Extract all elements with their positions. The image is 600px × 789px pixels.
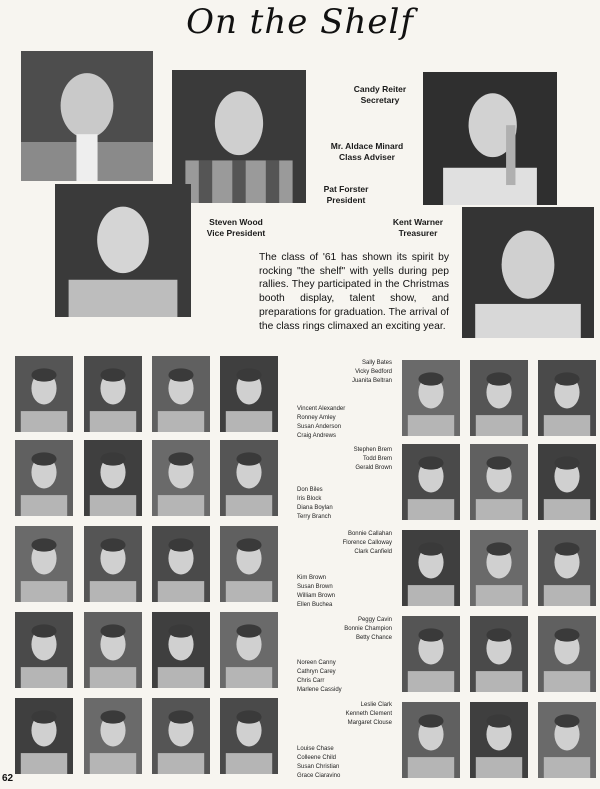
page-number: 62 [2, 773, 14, 784]
student-photo [15, 356, 73, 432]
student-name: Grace Ciaravino [297, 773, 341, 779]
caption-president [312, 184, 380, 206]
student-name: Florence Calloway [342, 540, 392, 546]
student-name: Kim Brown [297, 575, 327, 581]
student-name: Ronney Amley [297, 415, 336, 421]
name-list-left-2 [297, 486, 333, 522]
student-photo [402, 616, 460, 692]
caption-secretary [340, 84, 420, 106]
student-name: Susan Anderson [297, 424, 342, 430]
student-photo [402, 444, 460, 520]
student-photo [84, 698, 142, 774]
student-photo [470, 530, 528, 606]
student-name: Margaret Clouse [347, 720, 392, 726]
student-photo [84, 440, 142, 516]
secretary-role: Secretary [360, 95, 400, 105]
student-name: Stephen Brem [353, 447, 392, 453]
student-name: Craig Andrews [297, 433, 337, 439]
student-photo [402, 360, 460, 436]
student-photo [152, 698, 210, 774]
student-photo [470, 702, 528, 778]
student-photo [470, 444, 528, 520]
student-name: Terry Branch [297, 514, 332, 520]
student-photo [152, 612, 210, 688]
student-name: Clark Canfield [354, 549, 392, 555]
student-name: Ellen Buchea [297, 602, 333, 608]
student-photo [152, 440, 210, 516]
student-name: Todd Brem [362, 456, 392, 462]
president-name: Pat Forster [323, 184, 369, 194]
name-list-left-1 [297, 405, 345, 441]
student-name: Diana Boylan [297, 505, 333, 511]
student-photo [538, 360, 596, 436]
name-list-left-4 [297, 659, 342, 695]
student-name: Bonnie Callahan [347, 531, 392, 537]
photo-treasurer [462, 207, 594, 338]
student-photo [538, 530, 596, 606]
student-name: Don Biles [297, 487, 323, 493]
student-name: Chris Carr [297, 678, 325, 684]
vice-president-name: Steven Wood [209, 217, 263, 227]
student-name: Kenneth Clement [345, 711, 392, 717]
photo-secretary [423, 72, 557, 205]
student-photo [538, 702, 596, 778]
name-list-right-3 [320, 530, 392, 557]
student-name: Susan Brown [297, 584, 333, 590]
student-name: Cathryn Carey [297, 669, 336, 675]
treasurer-name: Kent Warner [392, 217, 444, 227]
treasurer-role: Treasurer [398, 228, 438, 238]
name-list-right-4 [320, 616, 392, 643]
student-name: William Brown [297, 593, 336, 599]
student-photo [15, 612, 73, 688]
student-photo [402, 530, 460, 606]
photo-adviser [21, 51, 153, 181]
student-photo [402, 702, 460, 778]
student-name: Susan Christian [297, 764, 340, 770]
student-photo [84, 356, 142, 432]
class-description: The class of '61 has shown its spirit by rocking "the shelf" with yells during pep rallies. They participated in the Christmas booth display, talent show, and preparations for graduation. The arrival of the class rings climaxed an exciting year. [259, 252, 449, 332]
student-photo [538, 616, 596, 692]
student-name: Noreen Canny [297, 660, 336, 666]
student-name: Gerald Brown [355, 465, 392, 471]
student-photo [538, 444, 596, 520]
caption-treasurer [386, 217, 450, 239]
student-name: Sally Bates [361, 360, 392, 366]
student-name: Vincent Alexander [297, 406, 346, 412]
adviser-role: Class Adviser [339, 152, 395, 162]
name-list-right-5 [320, 701, 392, 728]
student-name: Juanita Beltran [351, 378, 392, 384]
secretary-name: Candy Reiter [353, 84, 407, 94]
student-photo [152, 526, 210, 602]
student-name: Betty Chance [355, 635, 392, 641]
student-name: Iris Block [297, 496, 322, 502]
photo-president [172, 70, 306, 203]
student-photo [15, 526, 73, 602]
photo-vice-president [55, 184, 191, 317]
name-list-right-1 [320, 359, 392, 386]
student-photo [15, 440, 73, 516]
student-photo [84, 526, 142, 602]
student-photo [220, 440, 278, 516]
student-photo [220, 612, 278, 688]
caption-vice-president [200, 217, 272, 239]
name-list-left-5 [297, 745, 340, 781]
vice-president-role: Vice President [206, 228, 266, 238]
student-photo [220, 356, 278, 432]
adviser-name: Mr. Aldace Minard [330, 141, 404, 151]
student-photo [152, 356, 210, 432]
student-name: Leslie Clark [360, 702, 392, 708]
president-role: President [326, 195, 366, 205]
student-photo [470, 616, 528, 692]
name-list-right-2 [320, 446, 392, 473]
caption-adviser [315, 141, 419, 163]
student-name: Peggy Cavin [357, 617, 392, 623]
student-name: Vicky Bedford [355, 369, 392, 375]
student-photo [84, 612, 142, 688]
student-name: Louise Chase [297, 746, 334, 752]
student-name: Bonnie Champion [344, 626, 392, 632]
student-photo [470, 360, 528, 436]
name-list-left-3 [297, 574, 335, 610]
student-name: Marlene Cassidy [297, 687, 342, 693]
student-photo [15, 698, 73, 774]
student-photo [220, 526, 278, 602]
student-photo [220, 698, 278, 774]
page-title: On the Shelf [186, 2, 414, 42]
student-name: Colleene Child [297, 755, 337, 761]
